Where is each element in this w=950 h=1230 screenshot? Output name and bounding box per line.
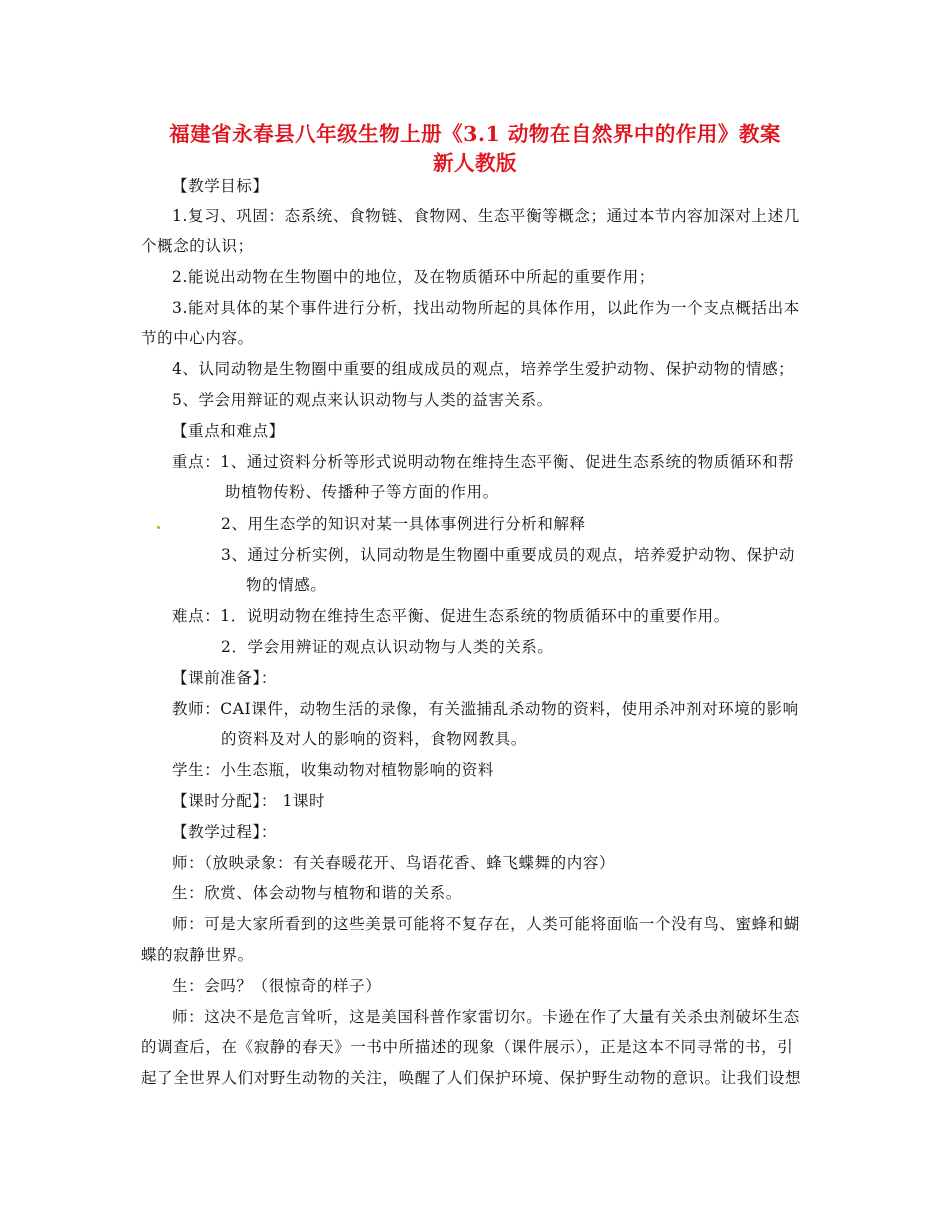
document-title-line-2: 新人教版 [433, 151, 517, 175]
paragraph-line: 师：这决不是危言耸听，这是美国科普作家雷切尔。卡逊在作了大量有关杀虫剂破坏生态 [172, 1008, 800, 1026]
paragraph-line: 师：（放映录象：有关春暖花开、鸟语花香、蜂飞蝶舞的内容） [172, 854, 616, 872]
paragraph-line: 生：会吗？（很惊奇的样子） [172, 977, 382, 995]
document-title-line-1: 福建省永春县八年级生物上册《3.1 动物在自然界中的作用》教案 [169, 122, 781, 146]
paragraph-line: 1.复习、巩固：态系统、食物链、食物网、生态平衡等概念；通过本节内容加深对上述几 [172, 207, 800, 225]
paragraph-line: 的调查后，在《寂静的春天》一书中所描述的现象（课件展示），正是这本不同寻常的书，引 [141, 1038, 794, 1056]
paragraph-line: 起了全世界人们对野生动物的关注，唤醒了人们保护环境、保护野生动物的意识。让我们设想 [141, 1069, 802, 1087]
paragraph-line: 5、学会用辩证的观点来认识动物与人类的益害关系。 [172, 391, 553, 409]
section-heading-preparation: 【课前准备】： [172, 669, 277, 687]
paragraph-line: 2．学会用辨证的观点认识动物与人类的关系。 [221, 638, 554, 656]
paragraph-line: 学生：小生态瓶，收集动物对植物影响的资料 [172, 761, 495, 779]
section-heading-objectives: 【教学目标】 [172, 177, 269, 195]
stray-dot-mark [157, 526, 160, 529]
section-heading-key-points: 【重点和难点】 [172, 422, 285, 440]
paragraph-line: 节的中心内容。 [141, 329, 254, 347]
paragraph-line: 难点：1．说明动物在维持生态平衡、促进生态系统的物质循环中的重要作用。 [172, 607, 730, 625]
paragraph-line: 3.能对具体的某个事件进行分析，找出动物所起的具体作用，以此作为一个支点概括出本 [172, 299, 800, 317]
paragraph-line: 助植物传粉、传播种子等方面的作用。 [225, 483, 499, 501]
paragraph-line: 物的情感。 [246, 576, 327, 594]
paragraph-line: 个概念的认识； [141, 237, 254, 255]
section-heading-process: 【教学过程】： [172, 823, 277, 841]
paragraph-line: 教师：CAI课件，动物生活的录像，有关滥捕乱杀动物的资料，使用杀冲剂对环境的影响 [172, 700, 799, 718]
paragraph-line: 2、用生态学的知识对某一具体事例进行分析和解释 [221, 515, 586, 533]
paragraph-line: 蝶的寂静世界。 [141, 946, 254, 964]
section-heading-schedule: 【课时分配】： 1课时 [172, 792, 326, 810]
paragraph-line: 师：可是大家所看到的这些美景可能将不复存在，人类可能将面临一个没有鸟、蜜蜂和蝴 [172, 915, 800, 933]
paragraph-line: 重点：1、通过资料分析等形式说明动物在维持生态平衡、促进生态系统的物质循环和帮 [172, 453, 795, 471]
paragraph-line: 生：欣赏、体会动物与植物和谐的关系。 [172, 884, 462, 902]
paragraph-line: 4、认同动物是生物圈中重要的组成成员的观点，培养学生爱护动物、保护动物的情感； [172, 360, 795, 378]
paragraph-line: 2.能说出动物在生物圈中的地位，及在物质循环中所起的重要作用； [172, 268, 655, 286]
paragraph-line: 的资料及对人的影响的资料，食物网教具。 [221, 730, 527, 748]
paragraph-line: 3、通过分析实例，认同动物是生物圈中重要成员的观点，培养爱护动物、保护动 [221, 546, 795, 564]
